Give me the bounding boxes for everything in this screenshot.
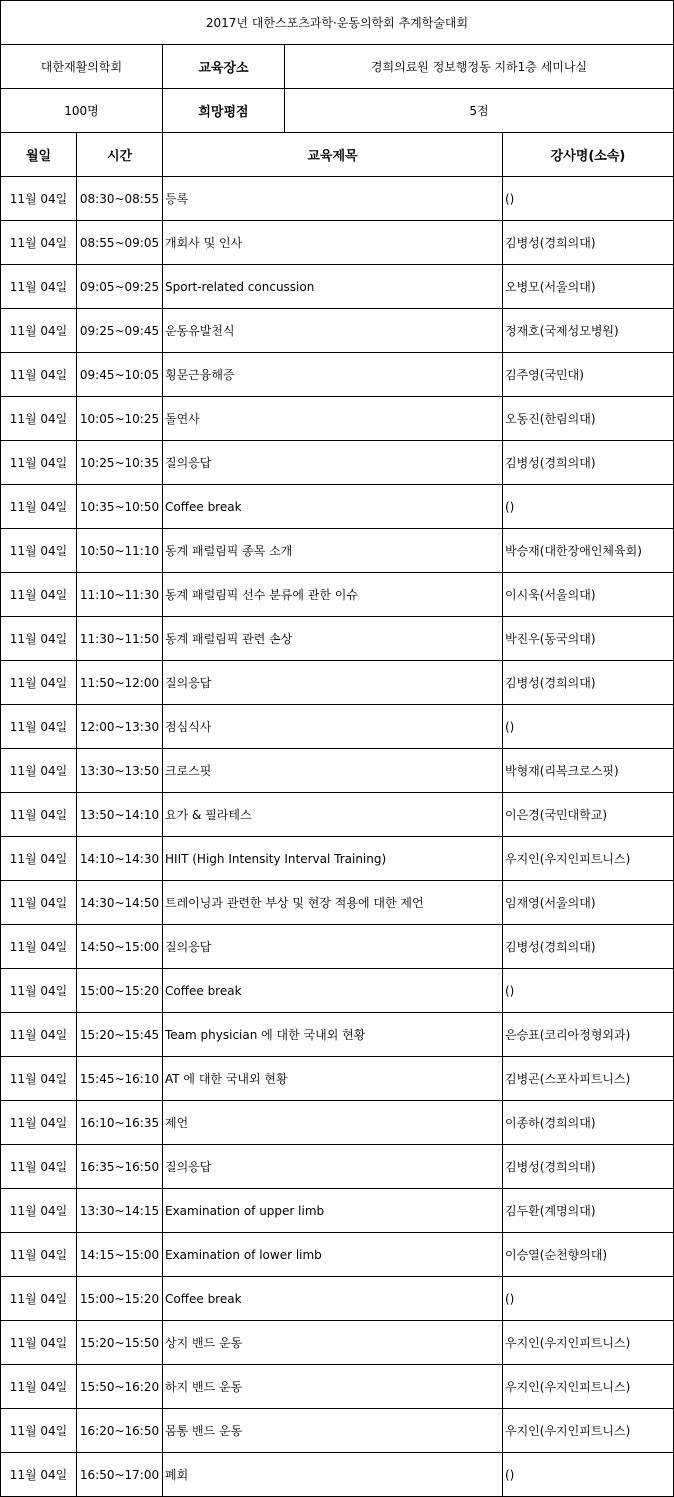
row-time: 14:15~15:00 [77, 1233, 163, 1277]
row-subject: 질의응답 [163, 441, 503, 485]
header-lecturer: 강사명(소속) [503, 133, 674, 177]
location-label: 교육장소 [163, 45, 285, 89]
row-time: 16:50~17:00 [77, 1453, 163, 1497]
row-lecturer: () [503, 1277, 674, 1321]
row-lecturer: 박형재(리복크로스핏) [503, 749, 674, 793]
row-date: 11월 04일 [1, 1453, 77, 1497]
row-lecturer: 이시욱(서울의대) [503, 573, 674, 617]
table-row [1, 265, 674, 309]
table-row [1, 353, 674, 397]
row-subject: 질의응답 [163, 1145, 503, 1189]
row-date: 11월 04일 [1, 749, 77, 793]
table-row [1, 397, 674, 441]
header-subject: 교육제목 [163, 133, 503, 177]
row-subject: Examination of upper limb [163, 1189, 503, 1233]
table-row [1, 749, 674, 793]
row-time: 15:20~15:45 [77, 1013, 163, 1057]
page-title: 2017년 대한스포츠과학·운동의학회 추계학술대회 [1, 1, 674, 45]
row-time: 10:50~11:10 [77, 529, 163, 573]
row-lecturer: 박승재(대한장애인체육회) [503, 529, 674, 573]
row-date: 11월 04일 [1, 529, 77, 573]
table-row [1, 1145, 674, 1189]
row-time: 16:10~16:35 [77, 1101, 163, 1145]
row-subject: Coffee break [163, 485, 503, 529]
row-time: 15:20~15:50 [77, 1321, 163, 1365]
row-lecturer: 오동진(한림의대) [503, 397, 674, 441]
table-row [1, 221, 674, 265]
row-subject: 질의응답 [163, 661, 503, 705]
table-row [1, 1013, 674, 1057]
table-row [1, 969, 674, 1013]
table-row [1, 1409, 674, 1453]
row-lecturer: 이승열(순천향의대) [503, 1233, 674, 1277]
row-lecturer: () [503, 705, 674, 749]
row-date: 11월 04일 [1, 1409, 77, 1453]
row-date: 11월 04일 [1, 441, 77, 485]
row-subject: 운동유발천식 [163, 309, 503, 353]
row-subject: 동계 패럴림픽 종목 소개 [163, 529, 503, 573]
row-lecturer: 이은경(국민대학교) [503, 793, 674, 837]
header-time: 시간 [77, 133, 163, 177]
row-date: 11월 04일 [1, 353, 77, 397]
table-row [1, 661, 674, 705]
row-subject: 크로스핏 [163, 749, 503, 793]
row-subject: 점심식사 [163, 705, 503, 749]
row-date: 11월 04일 [1, 837, 77, 881]
row-date: 11월 04일 [1, 1365, 77, 1409]
row-subject: 동계 패럴림픽 관련 손상 [163, 617, 503, 661]
table-header-row [1, 133, 674, 177]
header-date: 월일 [1, 133, 77, 177]
table-row [1, 1189, 674, 1233]
row-subject: 상지 밴드 운동 [163, 1321, 503, 1365]
row-lecturer: 정재호(국제성모병원) [503, 309, 674, 353]
row-lecturer: 우지인(우지인피트니스) [503, 1365, 674, 1409]
title-table [0, 0, 674, 45]
row-time: 09:45~10:05 [77, 353, 163, 397]
row-subject: Coffee break [163, 1277, 503, 1321]
row-lecturer: 우지인(우지인피트니스) [503, 1321, 674, 1365]
row-time: 15:45~16:10 [77, 1057, 163, 1101]
table-row [1, 309, 674, 353]
row-date: 11월 04일 [1, 221, 77, 265]
capacity: 100명 [1, 89, 163, 133]
organizer: 대한재활의학회 [1, 45, 163, 89]
score-label: 희망평점 [163, 89, 285, 133]
table-row [1, 1277, 674, 1321]
row-subject: Coffee break [163, 969, 503, 1013]
row-date: 11월 04일 [1, 177, 77, 221]
row-subject: 동계 패럴림픽 선수 분류에 관한 이슈 [163, 573, 503, 617]
row-subject: 돌연사 [163, 397, 503, 441]
row-time: 15:00~15:20 [77, 1277, 163, 1321]
row-lecturer: 이종하(경희의대) [503, 1101, 674, 1145]
row-lecturer: 임재영(서울의대) [503, 881, 674, 925]
row-time: 13:30~13:50 [77, 749, 163, 793]
row-subject: Sport-related concussion [163, 265, 503, 309]
row-subject: 제언 [163, 1101, 503, 1145]
table-row [1, 705, 674, 749]
row-date: 11월 04일 [1, 397, 77, 441]
row-date: 11월 04일 [1, 1145, 77, 1189]
table-row [1, 881, 674, 925]
row-date: 11월 04일 [1, 1057, 77, 1101]
table-row [1, 617, 674, 661]
row-date: 11월 04일 [1, 881, 77, 925]
row-date: 11월 04일 [1, 969, 77, 1013]
row-subject: 몸통 밴드 운동 [163, 1409, 503, 1453]
row-subject: 등록 [163, 177, 503, 221]
table-row [1, 1101, 674, 1145]
table-row [1, 1365, 674, 1409]
row-subject: Team physician 에 대한 국내외 현황 [163, 1013, 503, 1057]
row-lecturer: 박진우(동국의대) [503, 617, 674, 661]
row-lecturer: 김병성(경희의대) [503, 221, 674, 265]
row-time: 08:55~09:05 [77, 221, 163, 265]
table-row [1, 925, 674, 969]
location: 경희의료원 정보행정동 지하1층 세미나실 [285, 45, 674, 89]
row-lecturer: 김병성(경희의대) [503, 925, 674, 969]
schedule-table [0, 132, 674, 1497]
row-date: 11월 04일 [1, 485, 77, 529]
table-row [1, 441, 674, 485]
row-lecturer: 김병성(경희의대) [503, 441, 674, 485]
row-date: 11월 04일 [1, 705, 77, 749]
info-table [0, 44, 674, 133]
row-subject: 요가 & 필라테스 [163, 793, 503, 837]
row-time: 13:50~14:10 [77, 793, 163, 837]
table-row [1, 573, 674, 617]
row-date: 11월 04일 [1, 265, 77, 309]
row-time: 10:05~10:25 [77, 397, 163, 441]
row-time: 16:20~16:50 [77, 1409, 163, 1453]
row-time: 12:00~13:30 [77, 705, 163, 749]
row-time: 10:35~10:50 [77, 485, 163, 529]
row-lecturer: 오병모(서울의대) [503, 265, 674, 309]
row-date: 11월 04일 [1, 1233, 77, 1277]
table-row [1, 1057, 674, 1101]
row-lecturer: () [503, 969, 674, 1013]
row-lecturer: 우지인(우지인피트니스) [503, 837, 674, 881]
row-lecturer: 은승표(코리아정형외과) [503, 1013, 674, 1057]
table-row [1, 485, 674, 529]
table-row [1, 793, 674, 837]
row-time: 14:10~14:30 [77, 837, 163, 881]
row-subject: 트레이닝과 관련한 부상 및 현장 적용에 대한 제언 [163, 881, 503, 925]
row-lecturer: 김병성(경희의대) [503, 1145, 674, 1189]
row-lecturer: () [503, 177, 674, 221]
row-subject: 폐회 [163, 1453, 503, 1497]
table-row [1, 529, 674, 573]
row-lecturer: () [503, 485, 674, 529]
row-subject: Examination of lower limb [163, 1233, 503, 1277]
row-date: 11월 04일 [1, 1321, 77, 1365]
row-subject: 하지 밴드 운동 [163, 1365, 503, 1409]
row-lecturer: () [503, 1453, 674, 1497]
row-time: 11:50~12:00 [77, 661, 163, 705]
row-lecturer: 김병성(경희의대) [503, 661, 674, 705]
row-time: 16:35~16:50 [77, 1145, 163, 1189]
row-date: 11월 04일 [1, 1013, 77, 1057]
row-subject: HIIT (High Intensity Interval Training) [163, 837, 503, 881]
row-date: 11월 04일 [1, 617, 77, 661]
row-time: 15:00~15:20 [77, 969, 163, 1013]
schedule-body [1, 177, 674, 1497]
table-row [1, 1321, 674, 1365]
score: 5점 [285, 89, 674, 133]
row-date: 11월 04일 [1, 573, 77, 617]
row-lecturer: 김병곤(스포사피트니스) [503, 1057, 674, 1101]
row-lecturer: 우지인(우지인피트니스) [503, 1409, 674, 1453]
row-lecturer: 김주영(국민대) [503, 353, 674, 397]
row-time: 15:50~16:20 [77, 1365, 163, 1409]
row-subject: 질의응답 [163, 925, 503, 969]
row-time: 10:25~10:35 [77, 441, 163, 485]
row-date: 11월 04일 [1, 1101, 77, 1145]
row-subject: AT 에 대한 국내외 현황 [163, 1057, 503, 1101]
row-time: 08:30~08:55 [77, 177, 163, 221]
row-date: 11월 04일 [1, 1277, 77, 1321]
row-date: 11월 04일 [1, 309, 77, 353]
row-subject: 개회사 및 인사 [163, 221, 503, 265]
table-row [1, 837, 674, 881]
row-time: 11:10~11:30 [77, 573, 163, 617]
row-time: 14:50~15:00 [77, 925, 163, 969]
row-date: 11월 04일 [1, 1189, 77, 1233]
row-date: 11월 04일 [1, 925, 77, 969]
row-lecturer: 김두환(계명의대) [503, 1189, 674, 1233]
row-time: 09:25~09:45 [77, 309, 163, 353]
row-time: 11:30~11:50 [77, 617, 163, 661]
row-date: 11월 04일 [1, 661, 77, 705]
row-time: 14:30~14:50 [77, 881, 163, 925]
table-row [1, 1453, 674, 1497]
row-date: 11월 04일 [1, 793, 77, 837]
table-row [1, 1233, 674, 1277]
row-time: 09:05~09:25 [77, 265, 163, 309]
row-subject: 횡문근융해증 [163, 353, 503, 397]
table-row [1, 177, 674, 221]
row-time: 13:30~14:15 [77, 1189, 163, 1233]
